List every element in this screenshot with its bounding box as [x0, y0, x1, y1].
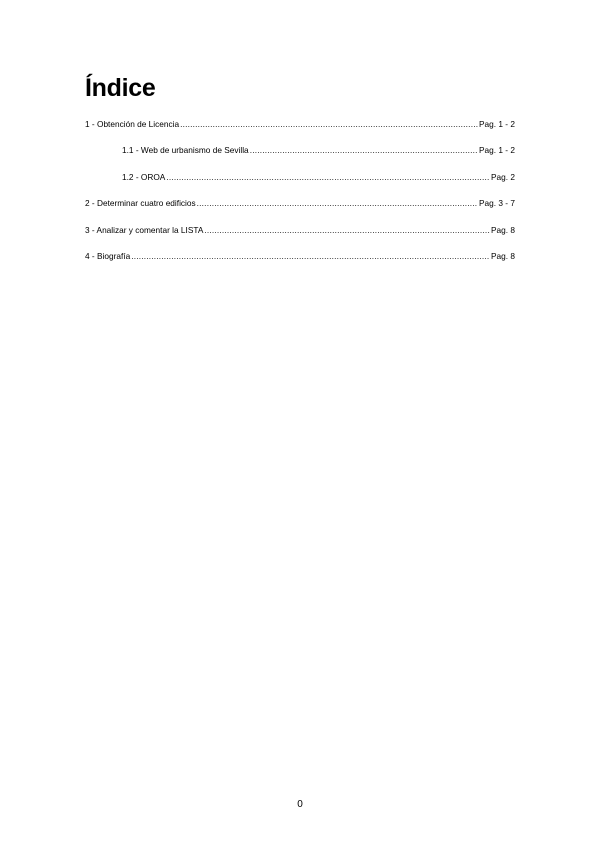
toc-entry-page: Pag. 1 - 2	[479, 145, 515, 156]
toc-dot-leader	[131, 248, 490, 264]
toc-dot-leader	[204, 222, 490, 238]
toc-entry-page: Pag. 1 - 2	[479, 119, 515, 129]
toc-entry-label: 1.1 - Web de urbanismo de Sevilla	[122, 145, 249, 156]
page-title: Índice	[85, 74, 156, 102]
toc-entry-label: 1.2 - OROA	[122, 171, 166, 182]
toc-entry-page: Pag. 3 - 7	[479, 198, 515, 209]
toc-entry-label: 1 - Obtención de Licencia	[85, 119, 180, 129]
table-of-contents	[85, 116, 515, 274]
toc-entry-determinar-edificios[interactable]	[85, 195, 515, 221]
toc-entry-web-urbanismo[interactable]	[85, 142, 515, 168]
toc-entry-label: 2 - Determinar cuatro edificios	[85, 198, 196, 209]
toc-dot-leader	[197, 195, 478, 211]
toc-entry-obtencion-licencia[interactable]	[85, 116, 515, 142]
toc-entry-page: Pag. 2	[491, 171, 515, 182]
toc-entry-label: 4 - Biografía	[85, 250, 131, 261]
toc-entry-page: Pag. 8	[491, 224, 515, 235]
toc-entry-page: Pag. 8	[491, 250, 515, 261]
toc-entry-label: 3 - Analizar y comentar la LISTA	[85, 224, 204, 235]
toc-entry-analizar-lista[interactable]	[85, 222, 515, 248]
toc-entry-biografia[interactable]	[85, 248, 515, 274]
page-number: 0	[297, 799, 303, 810]
toc-dot-leader	[250, 142, 478, 158]
toc-entry-oroa[interactable]	[85, 169, 515, 195]
toc-dot-leader	[180, 116, 478, 132]
toc-dot-leader	[166, 169, 490, 185]
